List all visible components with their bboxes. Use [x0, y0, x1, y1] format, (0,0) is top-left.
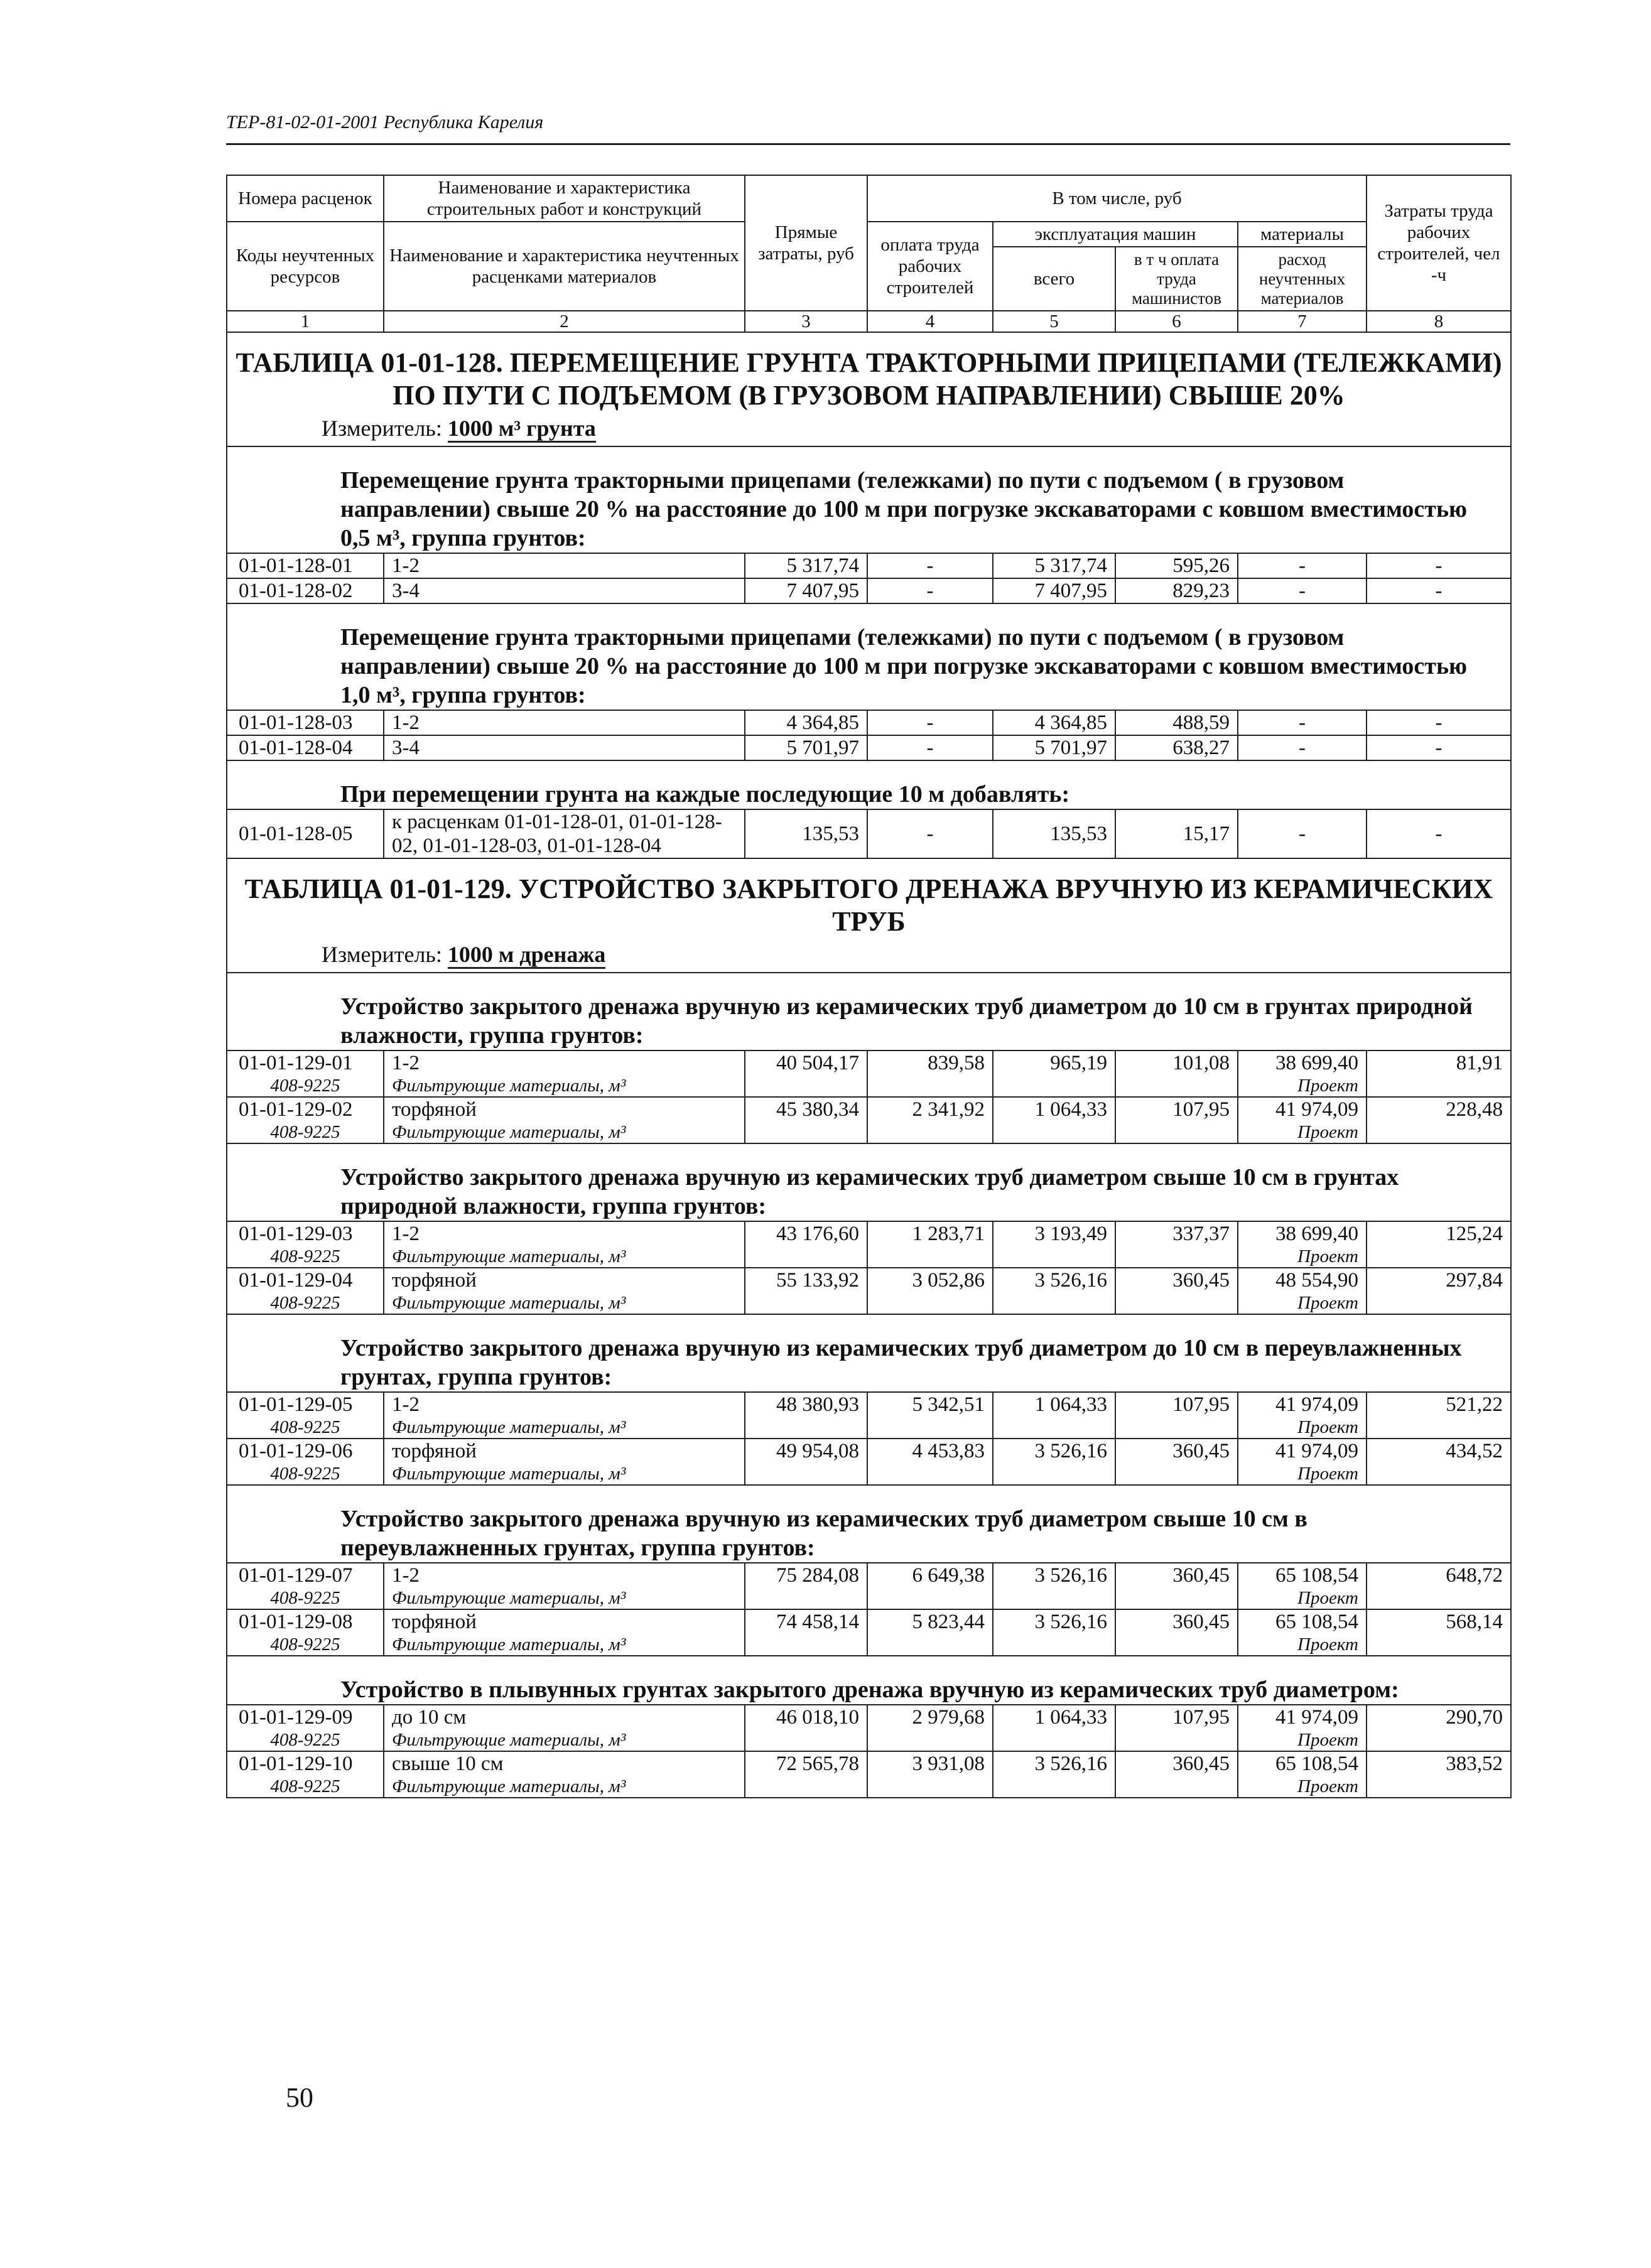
column-number: 5 — [993, 311, 1115, 332]
value-c6: 488,59 — [1115, 710, 1238, 735]
value-c3: 135,53 — [745, 809, 867, 858]
value-c7: - — [1238, 578, 1367, 603]
value-c7: 38 699,40 — [1238, 1221, 1367, 1246]
empty-cell — [867, 1634, 993, 1656]
empty-cell — [1367, 1075, 1511, 1097]
resource-project: Проект — [1238, 1246, 1367, 1268]
value-c3: 5 701,97 — [745, 735, 867, 760]
empty-cell — [993, 1729, 1115, 1751]
rate-code: 01-01-129-02 — [227, 1097, 384, 1121]
resource-project: Проект — [1238, 1292, 1367, 1314]
empty-cell — [745, 1121, 867, 1143]
empty-cell — [745, 1075, 867, 1097]
col1a-header: Номера расценок — [227, 175, 384, 222]
resource-code: 408-9225 — [227, 1776, 384, 1798]
header-rule — [226, 143, 1510, 145]
rate-name: 3-4 — [384, 578, 745, 603]
empty-cell — [745, 1417, 867, 1439]
value-c8: 434,52 — [1367, 1439, 1511, 1463]
value-c5: 3 193,49 — [993, 1221, 1115, 1246]
value-c7: 65 108,54 — [1238, 1751, 1367, 1776]
value-c4: - — [867, 735, 993, 760]
rate-name: торфяной — [384, 1609, 745, 1634]
resource-row — [227, 1246, 1511, 1268]
value-c6: 107,95 — [1115, 1705, 1238, 1729]
rate-row — [227, 1268, 1511, 1292]
empty-cell — [993, 1417, 1115, 1439]
table-title-row — [227, 858, 1511, 941]
value-c4: 3 931,08 — [867, 1751, 993, 1776]
column-number: 6 — [1115, 311, 1238, 332]
resource-project: Проект — [1238, 1776, 1367, 1798]
value-c4: 5 342,51 — [867, 1392, 993, 1417]
value-c7: - — [1238, 809, 1367, 858]
resource-project: Проект — [1238, 1121, 1367, 1143]
column-number: 1 — [227, 311, 384, 332]
value-c4: - — [867, 578, 993, 603]
meter-label: Измеритель: — [322, 416, 442, 441]
resource-project: Проект — [1238, 1587, 1367, 1609]
materials-header: материалы — [1238, 222, 1367, 247]
rate-name: 1-2 — [384, 1392, 745, 1417]
rate-row — [227, 1097, 1511, 1121]
rate-row — [227, 1221, 1511, 1246]
resource-row — [227, 1634, 1511, 1656]
empty-cell — [1115, 1121, 1238, 1143]
value-c4: 6 649,38 — [867, 1563, 993, 1587]
group-heading: Устройство закрытого дренажа вручную из керамических труб диаметром до 10 см в грунтах природной влажности, группа грунтов: — [227, 973, 1511, 1050]
resource-row — [227, 1587, 1511, 1609]
resource-row — [227, 1729, 1511, 1751]
value-c5: 3 526,16 — [993, 1268, 1115, 1292]
empty-cell — [993, 1075, 1115, 1097]
empty-cell — [1115, 1292, 1238, 1314]
rate-code: 01-01-129-01 — [227, 1050, 384, 1075]
meter-cell — [227, 941, 1511, 973]
value-c8: 568,14 — [1367, 1609, 1511, 1634]
resource-project: Проект — [1238, 1463, 1367, 1485]
resource-row — [227, 1075, 1511, 1097]
table-title: ТАБЛИЦА 01-01-129. УСТРОЙСТВО ЗАКРЫТОГО ДРЕНАЖА ВРУЧНУЮ ИЗ КЕРАМИЧЕСКИХ ТРУБ — [227, 858, 1511, 941]
empty-cell — [867, 1417, 993, 1439]
machines-header: эксплуатация машин — [993, 222, 1238, 247]
resource-name: Фильтрующие материалы, м³ — [384, 1292, 745, 1314]
empty-cell — [867, 1121, 993, 1143]
value-c5: 4 364,85 — [993, 710, 1115, 735]
rate-code: 01-01-129-08 — [227, 1609, 384, 1634]
header-row-1 — [227, 175, 1511, 222]
value-c5: 1 064,33 — [993, 1097, 1115, 1121]
resource-project: Проект — [1238, 1417, 1367, 1439]
column-number: 7 — [1238, 311, 1367, 332]
rate-code: 01-01-128-05 — [227, 809, 384, 858]
value-c3: 72 565,78 — [745, 1751, 867, 1776]
value-c4: 2 979,68 — [867, 1705, 993, 1729]
empty-cell — [993, 1634, 1115, 1656]
value-c8: - — [1367, 735, 1511, 760]
col2b-header: Наименование и характеристика неучтенных расценками материалов — [384, 222, 745, 311]
value-c5: 3 526,16 — [993, 1609, 1115, 1634]
value-c3: 55 133,92 — [745, 1268, 867, 1292]
value-c5: 135,53 — [993, 809, 1115, 858]
value-c8: - — [1367, 710, 1511, 735]
rate-code: 01-01-128-02 — [227, 578, 384, 603]
value-c6: 360,45 — [1115, 1563, 1238, 1587]
value-c4: 839,58 — [867, 1050, 993, 1075]
empty-cell — [1115, 1729, 1238, 1751]
resource-name: Фильтрующие материалы, м³ — [384, 1246, 745, 1268]
empty-cell — [745, 1246, 867, 1268]
empty-cell — [1367, 1121, 1511, 1143]
value-c8: 383,52 — [1367, 1751, 1511, 1776]
value-c3: 45 380,34 — [745, 1097, 867, 1121]
empty-cell — [867, 1246, 993, 1268]
value-c8: 81,91 — [1367, 1050, 1511, 1075]
document-header: ТЕР-81-02-01-2001 Республика Карелия — [226, 112, 544, 132]
rate-row — [227, 1392, 1511, 1417]
group-heading: Устройство закрытого дренажа вручную из керамических труб диаметром свыше 10 см в грунтах природной влажности, группа грунтов: — [227, 1143, 1511, 1221]
value-c6: 15,17 — [1115, 809, 1238, 858]
table-title: ТАБЛИЦА 01-01-128. ПЕРЕМЕЩЕНИЕ ГРУНТА ТРАКТОРНЫМИ ПРИЦЕПАМИ (ТЕЛЕЖКАМИ) ПО ПУТИ С ПОДЪЕМОМ (В ГРУЗОВОМ НАПРАВЛЕНИИ) СВЫШЕ 20% — [227, 332, 1511, 414]
rate-row — [227, 735, 1511, 760]
value-c3: 4 364,85 — [745, 710, 867, 735]
value-c5: 5 317,74 — [993, 553, 1115, 578]
empty-cell — [867, 1729, 993, 1751]
group-heading-row — [227, 1143, 1511, 1221]
value-c5: 3 526,16 — [993, 1563, 1115, 1587]
empty-cell — [993, 1121, 1115, 1143]
resource-name: Фильтрующие материалы, м³ — [384, 1121, 745, 1143]
value-c6: 638,27 — [1115, 735, 1238, 760]
col3-header: Прямые затраты, руб — [745, 175, 867, 311]
value-c4: 2 341,92 — [867, 1097, 993, 1121]
value-c5: 7 407,95 — [993, 578, 1115, 603]
group-heading-row — [227, 1485, 1511, 1563]
value-c6: 107,95 — [1115, 1392, 1238, 1417]
col4-header: оплата труда рабочих строителей — [867, 222, 993, 311]
rate-code: 01-01-129-09 — [227, 1705, 384, 1729]
group-heading-row — [227, 973, 1511, 1050]
resource-code: 408-9225 — [227, 1587, 384, 1609]
rate-row — [227, 1439, 1511, 1463]
header-row-2 — [227, 222, 1511, 247]
rate-row — [227, 578, 1511, 603]
resource-row — [227, 1292, 1511, 1314]
rate-name: 3-4 — [384, 735, 745, 760]
group-heading: Перемещение грунта тракторными прицепами (тележками) по пути с подъемом ( в грузовом направлении) свыше 20 % на расстояние до 100 м при погрузке экскаваторами с ковшом вместимостью 0,5 м³, группа грунтов: — [227, 446, 1511, 553]
value-c7: 41 974,09 — [1238, 1705, 1367, 1729]
value-c7: 48 554,90 — [1238, 1268, 1367, 1292]
resource-row — [227, 1417, 1511, 1439]
rate-row — [227, 1563, 1511, 1587]
value-c4: 4 453,83 — [867, 1439, 993, 1463]
value-c3: 43 176,60 — [745, 1221, 867, 1246]
resource-row — [227, 1121, 1511, 1143]
value-c8: 125,24 — [1367, 1221, 1511, 1246]
value-c8: 648,72 — [1367, 1563, 1511, 1587]
rate-name: 1-2 — [384, 1221, 745, 1246]
value-c3: 5 317,74 — [745, 553, 867, 578]
empty-cell — [1367, 1587, 1511, 1609]
value-c4: - — [867, 553, 993, 578]
resource-code: 408-9225 — [227, 1292, 384, 1314]
rate-name: 1-2 — [384, 1050, 745, 1075]
value-c3: 7 407,95 — [745, 578, 867, 603]
group-heading-row — [227, 1656, 1511, 1705]
group-heading: При перемещении грунта на каждые последующие 10 м добавлять: — [227, 760, 1511, 809]
value-c3: 48 380,93 — [745, 1392, 867, 1417]
document-body — [226, 175, 1510, 1798]
value-c6: 360,45 — [1115, 1609, 1238, 1634]
value-c7: - — [1238, 735, 1367, 760]
value-c7: 38 699,40 — [1238, 1050, 1367, 1075]
value-c8: 521,22 — [1367, 1392, 1511, 1417]
empty-cell — [745, 1634, 867, 1656]
value-c3: 40 504,17 — [745, 1050, 867, 1075]
empty-cell — [867, 1463, 993, 1485]
rate-row — [227, 809, 1511, 858]
group-heading-row — [227, 446, 1511, 553]
empty-cell — [1367, 1776, 1511, 1798]
value-c4: - — [867, 710, 993, 735]
empty-cell — [745, 1463, 867, 1485]
meter-value: 1000 м³ грунта — [448, 416, 596, 443]
meter-row — [227, 414, 1511, 446]
column-number: 4 — [867, 311, 993, 332]
group-heading: Устройство закрытого дренажа вручную из керамических труб диаметром до 10 см в переувлажненных грунтах, группа грунтов: — [227, 1314, 1511, 1392]
col2a-header: Наименование и характеристика строительных работ и конструкций — [384, 175, 745, 222]
value-c6: 107,95 — [1115, 1097, 1238, 1121]
empty-cell — [1115, 1417, 1238, 1439]
resource-name: Фильтрующие материалы, м³ — [384, 1075, 745, 1097]
value-c8: 297,84 — [1367, 1268, 1511, 1292]
empty-cell — [745, 1729, 867, 1751]
rate-row — [227, 1705, 1511, 1729]
empty-cell — [1367, 1246, 1511, 1268]
column-number: 3 — [745, 311, 867, 332]
rate-code: 01-01-128-01 — [227, 553, 384, 578]
group-heading-row — [227, 760, 1511, 809]
empty-cell — [1115, 1463, 1238, 1485]
value-c6: 337,37 — [1115, 1221, 1238, 1246]
empty-cell — [745, 1587, 867, 1609]
rate-name: свыше 10 см — [384, 1751, 745, 1776]
value-c3: 75 284,08 — [745, 1563, 867, 1587]
rate-name: к расценкам 01-01-128-01, 01-01-128-02, 01-01-128-03, 01-01-128-04 — [384, 809, 745, 858]
value-c6: 595,26 — [1115, 553, 1238, 578]
empty-cell — [1115, 1587, 1238, 1609]
value-c7: - — [1238, 553, 1367, 578]
rate-row — [227, 1609, 1511, 1634]
rate-code: 01-01-129-03 — [227, 1221, 384, 1246]
meter-value: 1000 м дренажа — [448, 942, 606, 969]
rate-code: 01-01-129-05 — [227, 1392, 384, 1417]
rate-name: торфяной — [384, 1268, 745, 1292]
rate-code: 01-01-129-06 — [227, 1439, 384, 1463]
resource-row — [227, 1463, 1511, 1485]
empty-cell — [1367, 1634, 1511, 1656]
value-c5: 1 064,33 — [993, 1392, 1115, 1417]
resource-name: Фильтрующие материалы, м³ — [384, 1634, 745, 1656]
rate-name: 1-2 — [384, 710, 745, 735]
empty-cell — [1367, 1729, 1511, 1751]
resource-name: Фильтрующие материалы, м³ — [384, 1776, 745, 1798]
value-c4: 5 823,44 — [867, 1609, 993, 1634]
empty-cell — [993, 1776, 1115, 1798]
empty-cell — [1115, 1634, 1238, 1656]
value-c5: 3 526,16 — [993, 1439, 1115, 1463]
col8-header: Затраты труда рабочих строителей, чел -ч — [1367, 175, 1511, 311]
value-c7: 65 108,54 — [1238, 1563, 1367, 1587]
rate-row — [227, 1751, 1511, 1776]
meter-label: Измеритель: — [322, 942, 442, 967]
empty-cell — [1367, 1463, 1511, 1485]
resource-name: Фильтрующие материалы, м³ — [384, 1463, 745, 1485]
value-c6: 360,45 — [1115, 1268, 1238, 1292]
rate-code: 01-01-129-04 — [227, 1268, 384, 1292]
resource-code: 408-9225 — [227, 1463, 384, 1485]
column-number: 2 — [384, 311, 745, 332]
resource-project: Проект — [1238, 1634, 1367, 1656]
col6-header: в т ч оплата труда машинистов — [1115, 247, 1238, 311]
value-c8: 290,70 — [1367, 1705, 1511, 1729]
resource-code: 408-9225 — [227, 1634, 384, 1656]
table-title-row — [227, 332, 1511, 414]
meter-row — [227, 941, 1511, 973]
empty-cell — [1367, 1292, 1511, 1314]
column-number-row — [227, 311, 1511, 332]
col7-header: расход неучтенных материалов — [1238, 247, 1367, 311]
rate-code: 01-01-129-07 — [227, 1563, 384, 1587]
incl-header: В том числе, руб — [867, 175, 1367, 222]
value-c7: 41 974,09 — [1238, 1097, 1367, 1121]
value-c5: 5 701,97 — [993, 735, 1115, 760]
value-c5: 3 526,16 — [993, 1751, 1115, 1776]
rate-row — [227, 710, 1511, 735]
value-c5: 965,19 — [993, 1050, 1115, 1075]
page-number: 50 — [286, 2082, 313, 2113]
resource-name: Фильтрующие материалы, м³ — [384, 1417, 745, 1439]
rate-name: торфяной — [384, 1097, 745, 1121]
group-heading-row — [227, 603, 1511, 710]
column-number: 8 — [1367, 311, 1511, 332]
resource-row — [227, 1776, 1511, 1798]
value-c5: 1 064,33 — [993, 1705, 1115, 1729]
rate-code: 01-01-128-03 — [227, 710, 384, 735]
col5-header: всего — [993, 247, 1115, 311]
resource-code: 408-9225 — [227, 1121, 384, 1143]
rate-code: 01-01-128-04 — [227, 735, 384, 760]
meter-cell — [227, 414, 1511, 446]
rate-row — [227, 553, 1511, 578]
value-c8: - — [1367, 809, 1511, 858]
rate-code: 01-01-129-10 — [227, 1751, 384, 1776]
value-c6: 360,45 — [1115, 1751, 1238, 1776]
value-c4: - — [867, 809, 993, 858]
resource-code: 408-9225 — [227, 1417, 384, 1439]
value-c8: - — [1367, 553, 1511, 578]
value-c8: 228,48 — [1367, 1097, 1511, 1121]
value-c4: 1 283,71 — [867, 1221, 993, 1246]
resource-code: 408-9225 — [227, 1246, 384, 1268]
group-heading: Перемещение грунта тракторными прицепами (тележками) по пути с подъемом ( в грузовом направлении) свыше 20 % на расстояние до 100 м при погрузке экскаваторами с ковшом вместимостью 1,0 м³, группа грунтов: — [227, 603, 1511, 710]
empty-cell — [1115, 1246, 1238, 1268]
value-c6: 360,45 — [1115, 1439, 1238, 1463]
empty-cell — [867, 1776, 993, 1798]
empty-cell — [1367, 1417, 1511, 1439]
value-c7: 41 974,09 — [1238, 1392, 1367, 1417]
value-c6: 829,23 — [1115, 578, 1238, 603]
empty-cell — [745, 1292, 867, 1314]
resource-project: Проект — [1238, 1075, 1367, 1097]
empty-cell — [993, 1463, 1115, 1485]
resource-name: Фильтрующие материалы, м³ — [384, 1587, 745, 1609]
empty-cell — [993, 1292, 1115, 1314]
resource-code: 408-9225 — [227, 1729, 384, 1751]
value-c8: - — [1367, 578, 1511, 603]
rate-name: торфяной — [384, 1439, 745, 1463]
col1b-header: Коды неучтенных ресурсов — [227, 222, 384, 311]
value-c7: 41 974,09 — [1238, 1439, 1367, 1463]
empty-cell — [867, 1587, 993, 1609]
value-c3: 46 018,10 — [745, 1705, 867, 1729]
value-c7: 65 108,54 — [1238, 1609, 1367, 1634]
empty-cell — [867, 1292, 993, 1314]
resource-project: Проект — [1238, 1729, 1367, 1751]
empty-cell — [993, 1246, 1115, 1268]
rate-name: до 10 см — [384, 1705, 745, 1729]
group-heading-row — [227, 1314, 1511, 1392]
rate-name: 1-2 — [384, 1563, 745, 1587]
group-heading: Устройство в плывунных грунтах закрытого дренажа вручную из керамических труб диаметром: — [227, 1656, 1511, 1705]
empty-cell — [1115, 1776, 1238, 1798]
empty-cell — [867, 1075, 993, 1097]
value-c7: - — [1238, 710, 1367, 735]
resource-name: Фильтрующие материалы, м³ — [384, 1729, 745, 1751]
value-c4: 3 052,86 — [867, 1268, 993, 1292]
value-c3: 49 954,08 — [745, 1439, 867, 1463]
group-heading: Устройство закрытого дренажа вручную из керамических труб диаметром свыше 10 см в переувлажненных грунтах, группа грунтов: — [227, 1485, 1511, 1563]
resource-code: 408-9225 — [227, 1075, 384, 1097]
empty-cell — [745, 1776, 867, 1798]
value-c6: 101,08 — [1115, 1050, 1238, 1075]
rate-row — [227, 1050, 1511, 1075]
rate-name: 1-2 — [384, 553, 745, 578]
rates-table — [226, 175, 1512, 1798]
empty-cell — [993, 1587, 1115, 1609]
empty-cell — [1115, 1075, 1238, 1097]
value-c3: 74 458,14 — [745, 1609, 867, 1634]
